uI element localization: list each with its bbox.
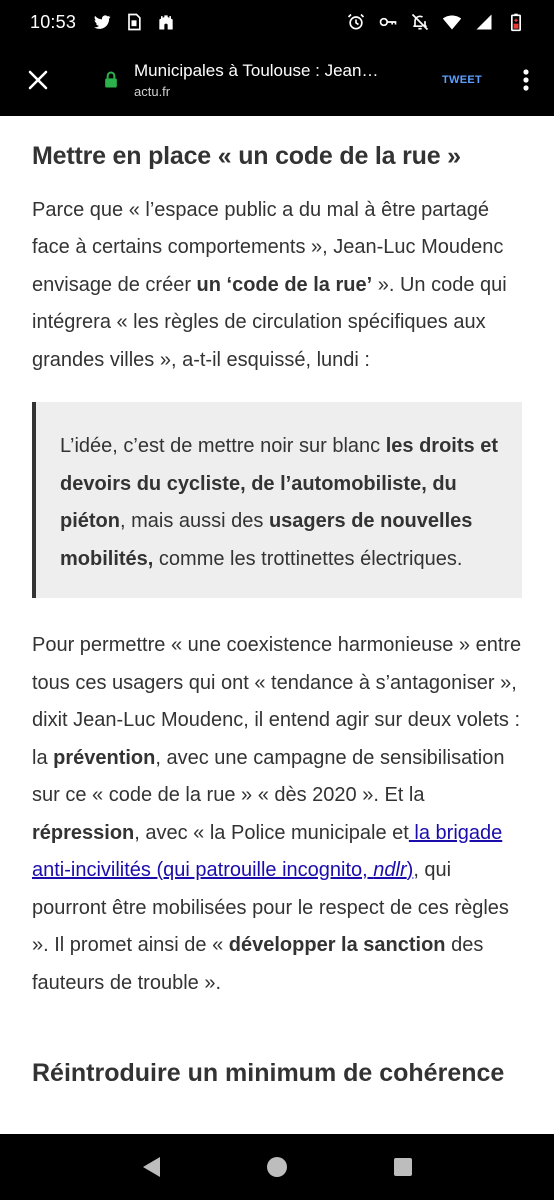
tweet-button[interactable]: TWEET [442,74,482,86]
domain-label: actu.fr [134,84,171,99]
text-span: des fauteurs de trouble ». [32,934,484,994]
recents-square-icon [393,1157,413,1177]
text-span: comme les trottinettes électriques. [153,547,463,570]
system-nav-bar [0,1134,554,1200]
text-span: ». Un code qui intégrera « les règles de circulation spécifiques aux grandes villes », a-t-il esquissé, lundi : [32,273,507,371]
text-span: Pour permettre « une coexistence harmonieuse » entre tous ces usagers qui ont « tendance à s’antagoniser », dixit Jean-Luc Moudenc, il entend agir sur deux volets : la [32,634,522,769]
alarm-icon [346,12,366,32]
paragraph-2 [32,627,522,1002]
text-span: , qui pourront être mobilisées pour le respect de ces règles ». Il promet ainsi de « [32,859,509,956]
battery-icon [506,12,526,32]
key-icon [378,12,398,32]
page-content[interactable] [0,116,554,1134]
close-button[interactable] [0,44,76,116]
link-text: la brigade anti-incivilités (qui patrouille incognito, [32,821,503,881]
lock-icon [100,69,122,91]
sim-card-icon [124,12,144,32]
text-span: , avec une campagne de sensibilisation sur ce « code de la rue » « dès 2020 ». Et la [32,746,505,806]
status-time: 10:53 [30,11,77,32]
bold-span: les droits et devoirs du cycliste, de l’automobiliste, du piéton [60,435,498,532]
overflow-menu-button[interactable] [498,44,554,116]
link-italic-text: ndlr [373,859,407,881]
home-circle-icon [266,1156,288,1178]
twitter-icon [92,12,112,32]
home-button[interactable] [257,1147,297,1187]
blockquote [32,402,522,598]
text-span: L’idée, c’est de mettre noir sur blanc [60,435,386,457]
text-span: Parce que « l’espace public a du mal à être partagé face à certains comportements », Jean-Luc Moudenc envisage de créer [32,198,504,296]
next-section-heading-partial: Réintroduire un minimum de cohérence [32,1059,505,1087]
status-left-icons [92,12,176,32]
browser-toolbar [0,44,554,116]
paragraph-1 [32,192,522,380]
notifications-off-icon [410,12,430,32]
back-triangle-icon [140,1155,162,1179]
bold-span: développer la sanction [228,934,446,956]
status-right-icons [346,12,526,32]
status-bar [0,0,554,44]
recents-button[interactable] [383,1147,423,1187]
page-title: Municipales à Toulouse : Jean… [134,61,379,80]
section-heading: Mettre en place « un code de la rue » [32,142,461,170]
castle-app-icon [156,12,176,32]
close-icon [26,68,50,92]
article-body [0,140,554,1087]
bold-span: usagers de nouvelles mobilités, [60,510,473,570]
bold-span: un ‘code de la rue’ [196,273,373,296]
signal-icon [474,12,494,32]
back-button[interactable] [131,1147,171,1187]
bold-span: prévention [53,746,156,769]
url-block[interactable] [134,61,384,99]
more-vert-icon [523,69,529,91]
wifi-icon [442,12,462,32]
text-span: , avec « la Police municipale et [134,821,409,844]
bold-span: répression [32,821,135,844]
link-text: ) [406,859,414,881]
text-span: , mais aussi des [120,510,269,532]
